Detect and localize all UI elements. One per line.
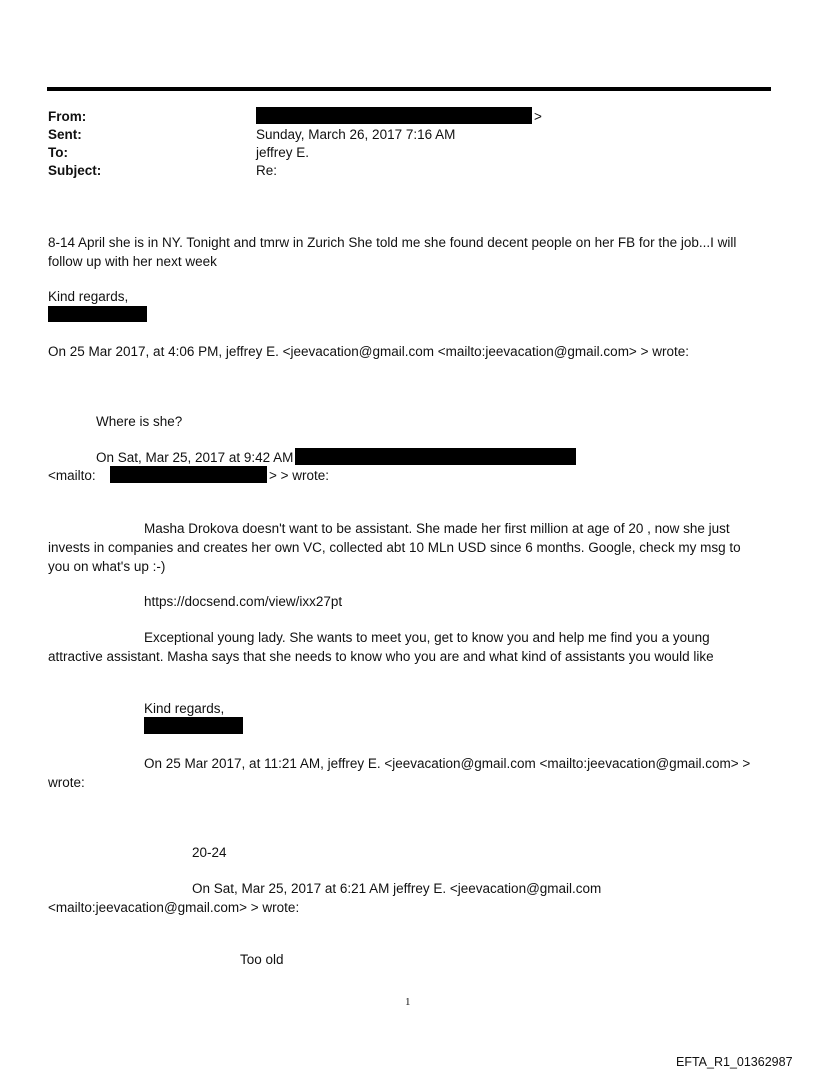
quote2-mailto-suffix: > > wrote: [269, 468, 330, 483]
signature-redaction-2 [144, 717, 243, 734]
quote2-mailto-prefix: <mailto: [48, 468, 96, 483]
body-paragraph-1: 8-14 April she is in NY. Tonight and tmrw in Zurich She told me she found decent people on her FB for the job...I will follow up with her next week [48, 235, 737, 269]
quote4-header: On Sat, Mar 25, 2017 at 6:21 AM jeffrey E. <jeevacation@gmail.com <mailto:jeevacation@gmail.com> > wrote: [48, 881, 602, 915]
where-is-she: Where is she? [96, 414, 183, 429]
document-id-footer: EFTA_R1_01362987 [676, 1055, 793, 1069]
quote2-sender-redaction [295, 448, 576, 465]
from-redaction [256, 107, 532, 124]
to-label: To: [48, 145, 68, 160]
age-range: 20-24 [192, 845, 227, 860]
from-suffix: > [534, 109, 542, 124]
signature-redaction-1 [48, 306, 147, 322]
too-old: Too old [240, 952, 284, 967]
kind-regards-1: Kind regards, [48, 289, 129, 304]
docsend-link[interactable]: https://docsend.com/view/ixx27pt [144, 594, 343, 609]
sent-value: Sunday, March 26, 2017 7:16 AM [256, 127, 456, 142]
from-label: From: [48, 109, 87, 124]
quote3-header: On 25 Mar 2017, at 11:21 AM, jeffrey E. <jeevacation@gmail.com <mailto:jeevacation@gmail.com> > wrote: [48, 756, 751, 790]
quote1-header: On 25 Mar 2017, at 4:06 PM, jeffrey E. <jeevacation@gmail.com <mailto:jeevacation@gmail.com> > wrote: [48, 344, 689, 359]
subject-value: Re: [256, 163, 278, 178]
page-number: 1 [405, 996, 411, 1008]
quote2-header-a: On Sat, Mar 25, 2017 at 9:42 AM [96, 450, 294, 465]
exceptional-paragraph: Exceptional young lady. She wants to meet you, get to know you and help me find you a young attractive assistant. Masha says that she needs to know who you are and what kind of assistants you would like [48, 630, 714, 664]
header-rule [47, 87, 771, 91]
subject-label: Subject: [48, 163, 102, 178]
sent-label: Sent: [48, 127, 82, 142]
kind-regards-2: Kind regards, [144, 701, 225, 716]
quote2-mailto-redaction [110, 466, 267, 483]
masha-paragraph: Masha Drokova doesn't want to be assistant. She made her first million at age of 20 , now she just invests in companies and creates her own VC, collected abt 10 MLn USD since 6 months. Google, check my msg to you on what's up :-) [48, 521, 741, 574]
to-value: jeffrey E. [256, 145, 310, 160]
